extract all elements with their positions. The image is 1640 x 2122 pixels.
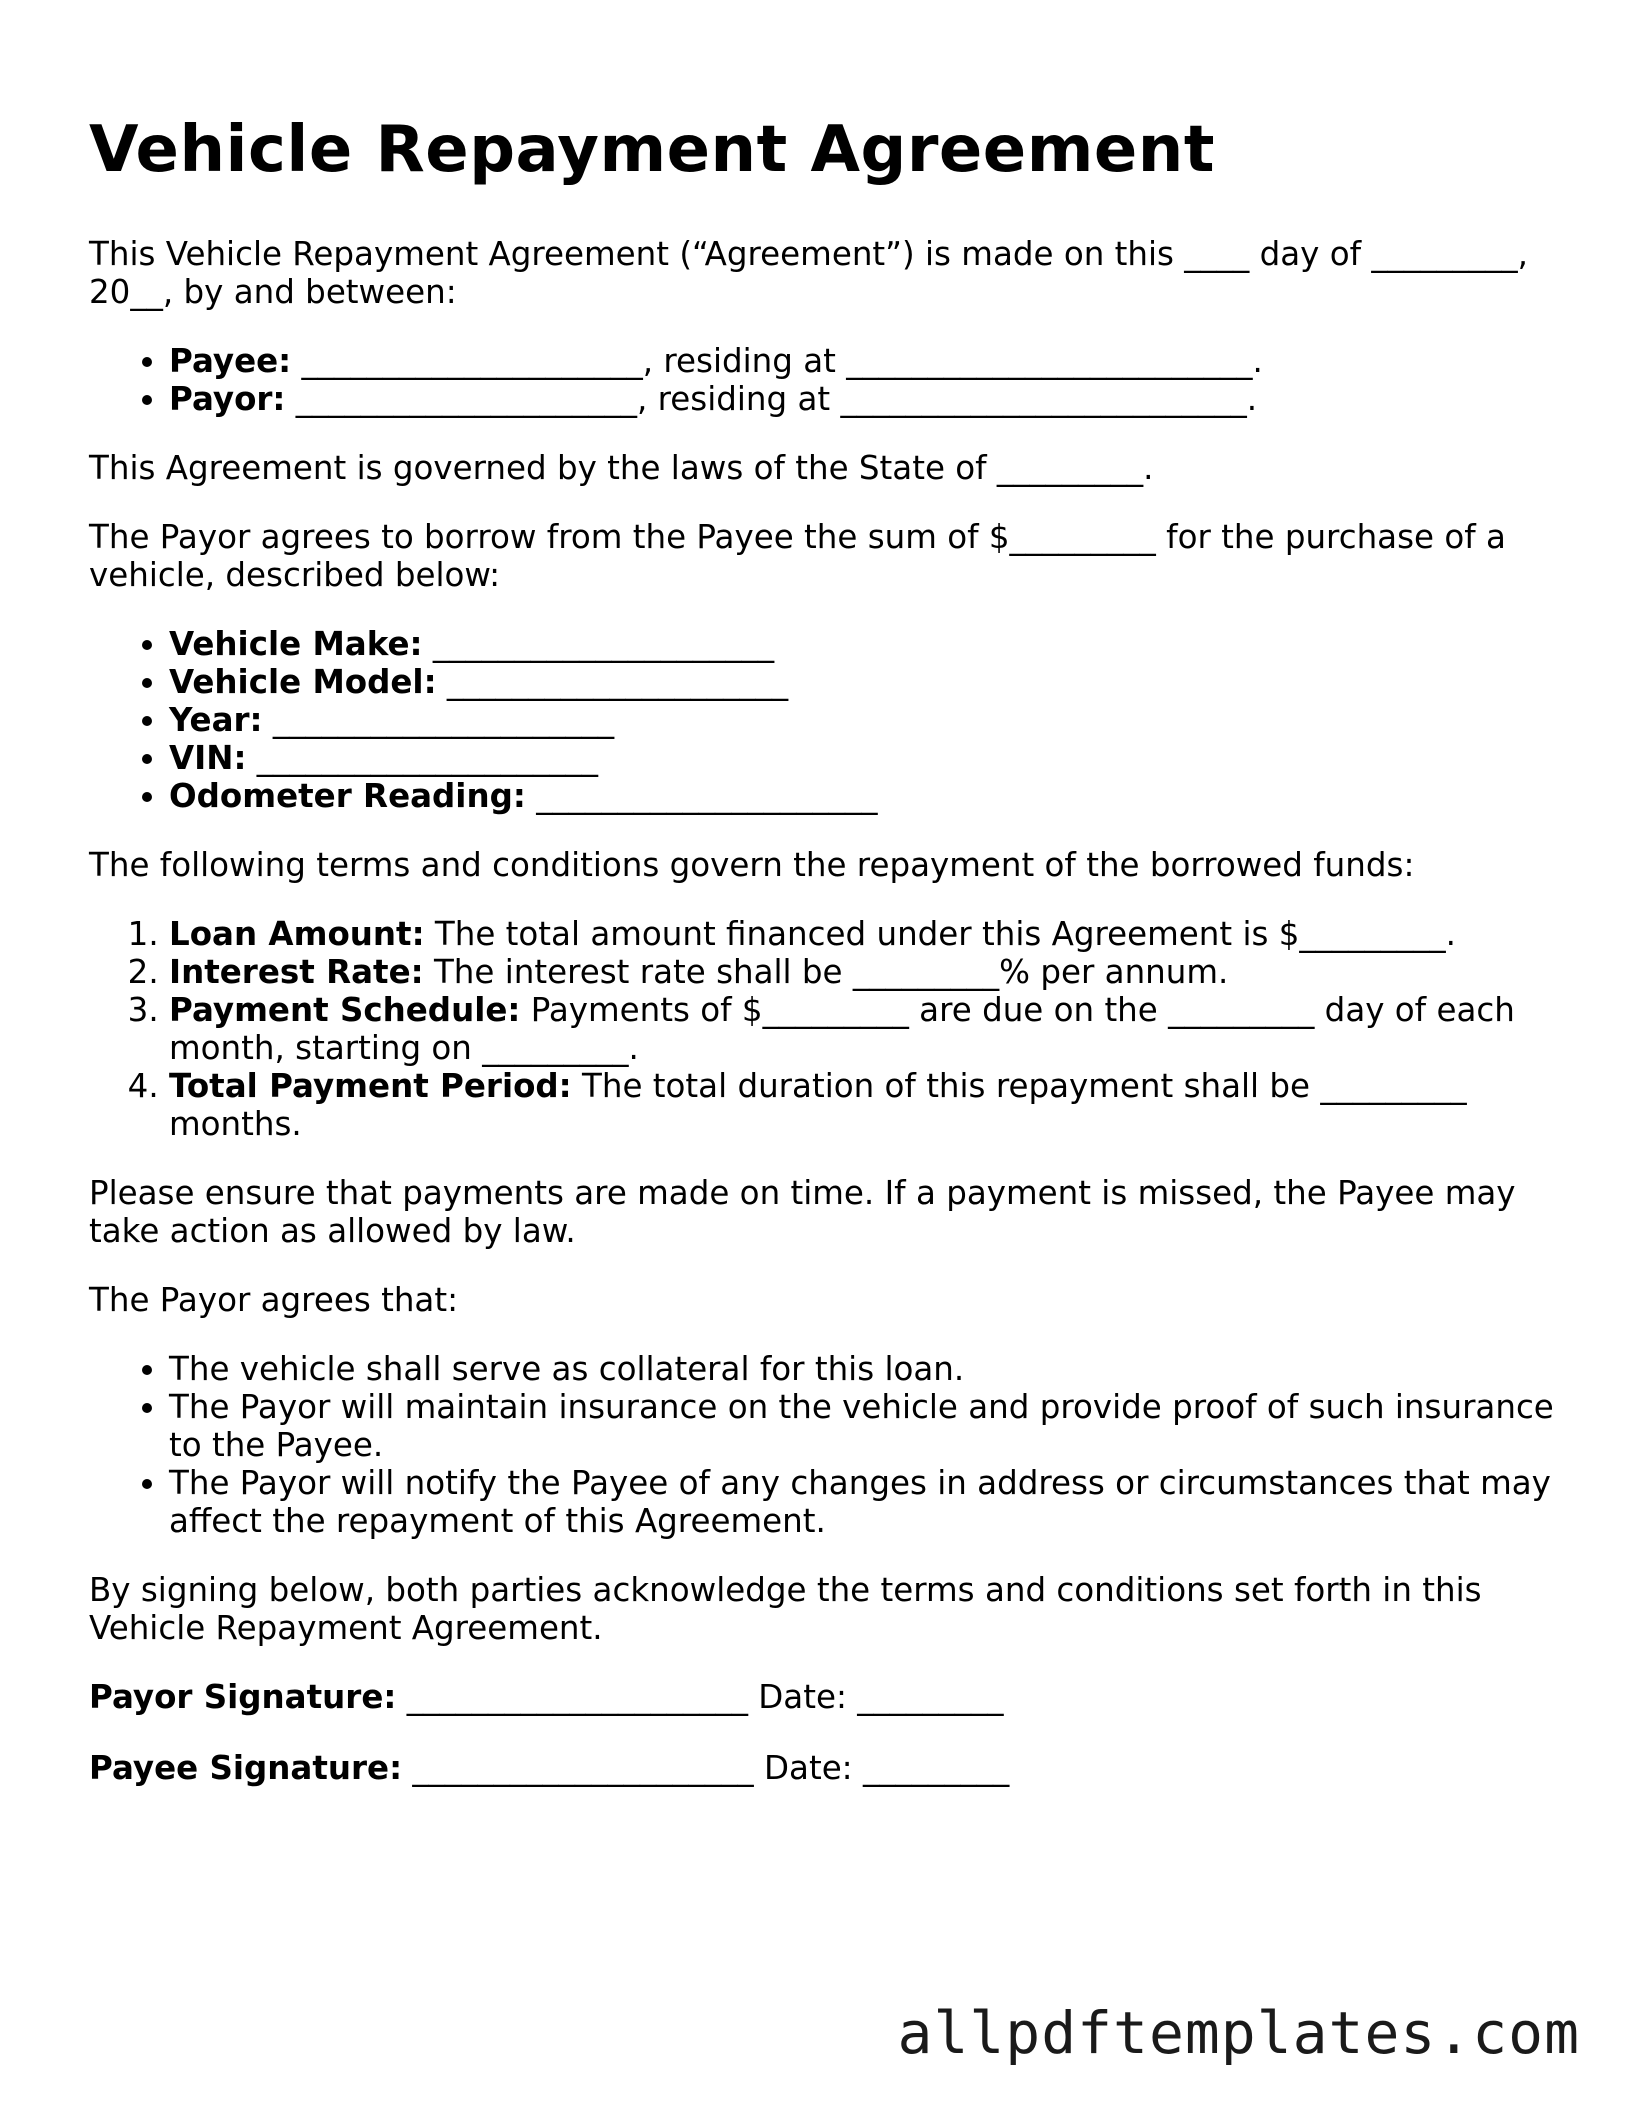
party-payor (169, 380, 1559, 418)
term-label: Loan Amount: (169, 915, 425, 953)
field-label: Vehicle Make: (169, 625, 423, 663)
payor-agrees-intro: The Payor agrees that: (89, 1281, 459, 1319)
governing-law-paragraph: This Agreement is governed by the laws of the State of _________. (89, 449, 1154, 487)
party-label: Payor: (169, 380, 286, 418)
term-payment-schedule (169, 991, 1559, 1067)
party-payee (169, 342, 1559, 380)
field-blank: _____________________ (262, 701, 615, 739)
field-blank: _____________________ (436, 663, 789, 701)
intro-paragraph: This Vehicle Repayment Agreement (“Agreement”) is made on this ____ day of _________, 20__, by and between: (89, 235, 1528, 311)
document-title: Vehicle Repayment Agreement (89, 113, 1215, 187)
field-label: Odometer Reading: (169, 777, 526, 815)
signature-blank: _____________________ Date: _________ (396, 1678, 1004, 1716)
signature-label: Payee Signature: (89, 1749, 403, 1787)
term-text: The interest rate shall be _________% per annum. (423, 953, 1229, 991)
list-item: • The vehicle shall serve as collateral for this loan. (169, 1350, 1559, 1388)
payment-notice-paragraph: Please ensure that payments are made on time. If a payment is missed, the Payee may take action as allowed by law. (89, 1174, 1516, 1250)
document-page (89, 112, 1559, 1820)
field-blank: _____________________ (525, 777, 878, 815)
term-interest-rate (169, 953, 1559, 991)
term-label: Payment Schedule: (169, 991, 521, 1029)
watermark: allpdftemplates.com (897, 1999, 1580, 2067)
signature-label: Payor Signature: (89, 1678, 397, 1716)
term-text: Payments of $_________ are due on the _________ day of each month, starting on _________. (169, 991, 1515, 1067)
field-label: VIN: (169, 739, 247, 777)
term-total-payment-period (169, 1067, 1559, 1143)
vehicle-field-make (169, 625, 1559, 663)
field-label: Vehicle Model: (169, 663, 437, 701)
payee-signature-line (89, 1749, 1559, 1787)
term-loan-amount (169, 915, 1559, 953)
list-item: • The Payor will notify the Payee of any changes in address or circumstances that may affect the repayment of this Agreement. (169, 1464, 1559, 1540)
field-label: Year: (169, 701, 263, 739)
vehicle-field-year (169, 701, 1559, 739)
borrow-statement-paragraph: The Payor agrees to borrow from the Payee the sum of $_________ for the purchase of a vehicle, described below: (89, 518, 1506, 594)
party-label: Payee: (169, 342, 292, 380)
terms-list (89, 915, 1559, 1143)
party-text: _____________________, residing at _________________________. (291, 342, 1263, 380)
vehicle-field-model (169, 663, 1559, 701)
field-blank: _____________________ (246, 739, 599, 777)
vehicle-field-vin (169, 739, 1559, 777)
list-item: • The Payor will maintain insurance on the vehicle and provide proof of such insurance to the Payee. (169, 1388, 1559, 1464)
parties-list (89, 342, 1559, 418)
term-label: Total Payment Period: (169, 1067, 572, 1105)
payor-agrees-list (89, 1350, 1559, 1540)
payor-signature-line (89, 1678, 1559, 1716)
term-label: Interest Rate: (169, 953, 424, 991)
signature-blank: _____________________ Date: _________ (402, 1749, 1010, 1787)
field-blank: _____________________ (422, 625, 775, 663)
terms-intro-paragraph: The following terms and conditions govern the repayment of the borrowed funds: (89, 846, 1415, 884)
term-text: The total duration of this repayment shall be _________ months. (169, 1067, 1467, 1143)
vehicle-field-odometer (169, 777, 1559, 815)
vehicle-fields-list (89, 625, 1559, 815)
acknowledgement-paragraph: By signing below, both parties acknowledge the terms and conditions set forth in this Vehicle Repayment Agreement. (89, 1571, 1482, 1647)
term-text: The total amount financed under this Agreement is $_________. (424, 915, 1456, 953)
party-text: _____________________, residing at _________________________. (285, 380, 1258, 418)
